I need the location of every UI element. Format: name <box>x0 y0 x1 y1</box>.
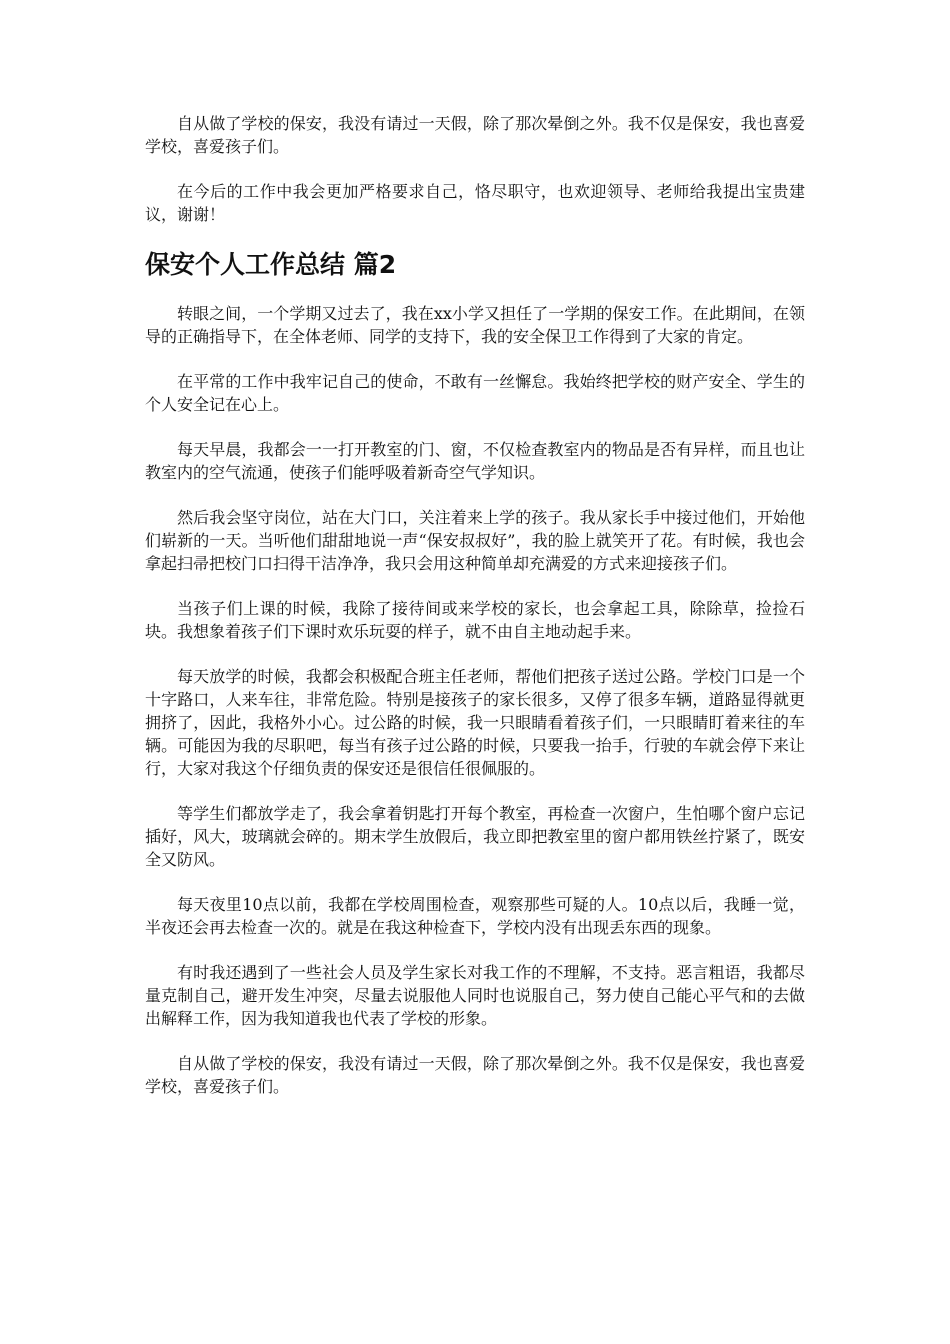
document-page <box>145 112 805 1120</box>
section-paragraph-4: 然后我会坚守岗位，站在大门口，关注着来上学的孩子。我从家长手中接过他们，开始他们崭新的一天。当听他们甜甜地说一声“保安叔叔好”，我的脸上就笑开了花。有时候，我也会拿起扫帚把校门口扫得干洁净净，我只会用这种简单却充满爱的方式来迎接孩子们。 <box>145 508 805 573</box>
section-paragraph-5: 当孩子们上课的时候，我除了接待间或来学校的家长，也会拿起工具，除除草，捡捡石块。我想象着孩子们下课时欢乐玩耍的样子，就不由自主地动起手来。 <box>145 599 805 641</box>
section-paragraph-8: 每天夜里10点以前，我都在学校周围检查，观察那些可疑的人。10点以后，我睡一觉，半夜还会再去检查一次的。就是在我这种检查下，学校内没有出现丢东西的现象。 <box>145 895 805 937</box>
section-paragraph-9: 有时我还遇到了一些社会人员及学生家长对我工作的不理解，不支持。恶言粗语，我都尽量克制自己，避开发生冲突，尽量去说服他人同时也说服自己，努力使自己能心平气和的去做出解释工作，因为我知道我也代表了学校的形象。 <box>145 963 805 1028</box>
intro-paragraph-2: 在今后的工作中我会更加严格要求自己，恪尽职守，也欢迎领导、老师给我提出宝贵建议，谢谢！ <box>145 182 805 224</box>
section-paragraph-7: 等学生们都放学走了，我会拿着钥匙打开每个教室，再检查一次窗户，生怕哪个窗户忘记插好，风大，玻璃就会碎的。期末学生放假后，我立即把教室里的窗户都用铁丝拧紧了，既安全又防风。 <box>145 804 805 869</box>
section-title: 保安个人工作总结 篇2 <box>145 250 397 279</box>
intro-paragraph-1: 自从做了学校的保安，我没有请过一天假，除了那次晕倒之外。我不仅是保安，我也喜爱学校，喜爱孩子们。 <box>145 114 805 156</box>
section-paragraph-1: 转眼之间，一个学期又过去了，我在xx小学又担任了一学期的保安工作。在此期间，在领导的正确指导下，在全体老师、同学的支持下，我的安全保卫工作得到了大家的肯定。 <box>145 304 805 346</box>
section-paragraph-10: 自从做了学校的保安，我没有请过一天假，除了那次晕倒之外。我不仅是保安，我也喜爱学校，喜爱孩子们。 <box>145 1054 805 1096</box>
section-paragraph-3: 每天早晨，我都会一一打开教室的门、窗，不仅检查教室内的物品是否有异样，而且也让教室内的空气流通，使孩子们能呼吸着新奇空气学知识。 <box>145 440 805 482</box>
section-paragraph-2: 在平常的工作中我牢记自己的使命，不敢有一丝懈怠。我始终把学校的财产安全、学生的个人安全记在心上。 <box>145 372 805 414</box>
section-paragraph-6: 每天放学的时候，我都会积极配合班主任老师，帮他们把孩子送过公路。学校门口是一个十字路口，人来车往，非常危险。特别是接孩子的家长很多，又停了很多车辆，道路显得就更拥挤了，因此，我格外小心。过公路的时候，我一只眼睛看着孩子们，一只眼睛盯着来往的车辆。可能因为我的尽职吧，每当有孩子过公路的时候，只要我一抬手，行驶的车就会停下来让行，大家对我这个仔细负责的保安还是很信任很佩服的。 <box>145 667 805 778</box>
